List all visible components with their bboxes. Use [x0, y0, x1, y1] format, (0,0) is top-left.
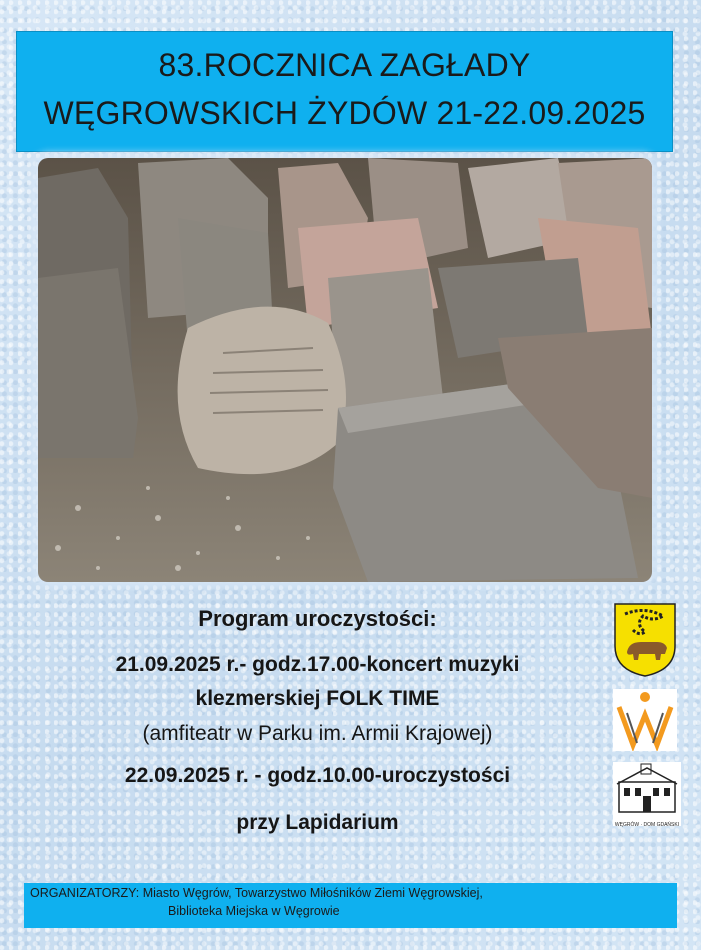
- program-line-3: (amfiteatr w Parku im. Armii Krajowej): [142, 722, 493, 745]
- program-line-1: 21.09.2025 r.- godz.17.00-koncert muzyki: [115, 653, 520, 676]
- organizers-box: [24, 883, 677, 928]
- society-logo: [613, 689, 677, 751]
- house-logo-caption: WĘGRÓW · DOM GDAŃSKI: [614, 822, 680, 828]
- library-house-logo: [613, 762, 681, 826]
- title-line-2: WĘGROWSKICH ŻYDÓW 21-22.09.2025: [43, 95, 646, 131]
- title-banner: [16, 31, 673, 152]
- organizers-line-2: Biblioteka Miejska w Węgrowie: [168, 904, 340, 918]
- program-line-4: 22.09.2025 r. - godz.10.00-uroczystości: [124, 764, 511, 787]
- organizers-line-1: ORGANIZATORZY: Miasto Węgrów, Towarzystwo Miłośników Ziemi Węgrowskiej,: [30, 886, 483, 900]
- program-line-2: klezmerskiej FOLK TIME: [195, 687, 440, 710]
- program-heading: Program uroczystości:: [198, 606, 437, 631]
- title-line-1: 83.ROCZNICA ZAGŁADY: [158, 47, 531, 83]
- lapidarium-photo: [38, 158, 652, 582]
- coat-of-arms-logo: [613, 602, 677, 678]
- program-line-5: przy Lapidarium: [236, 811, 399, 834]
